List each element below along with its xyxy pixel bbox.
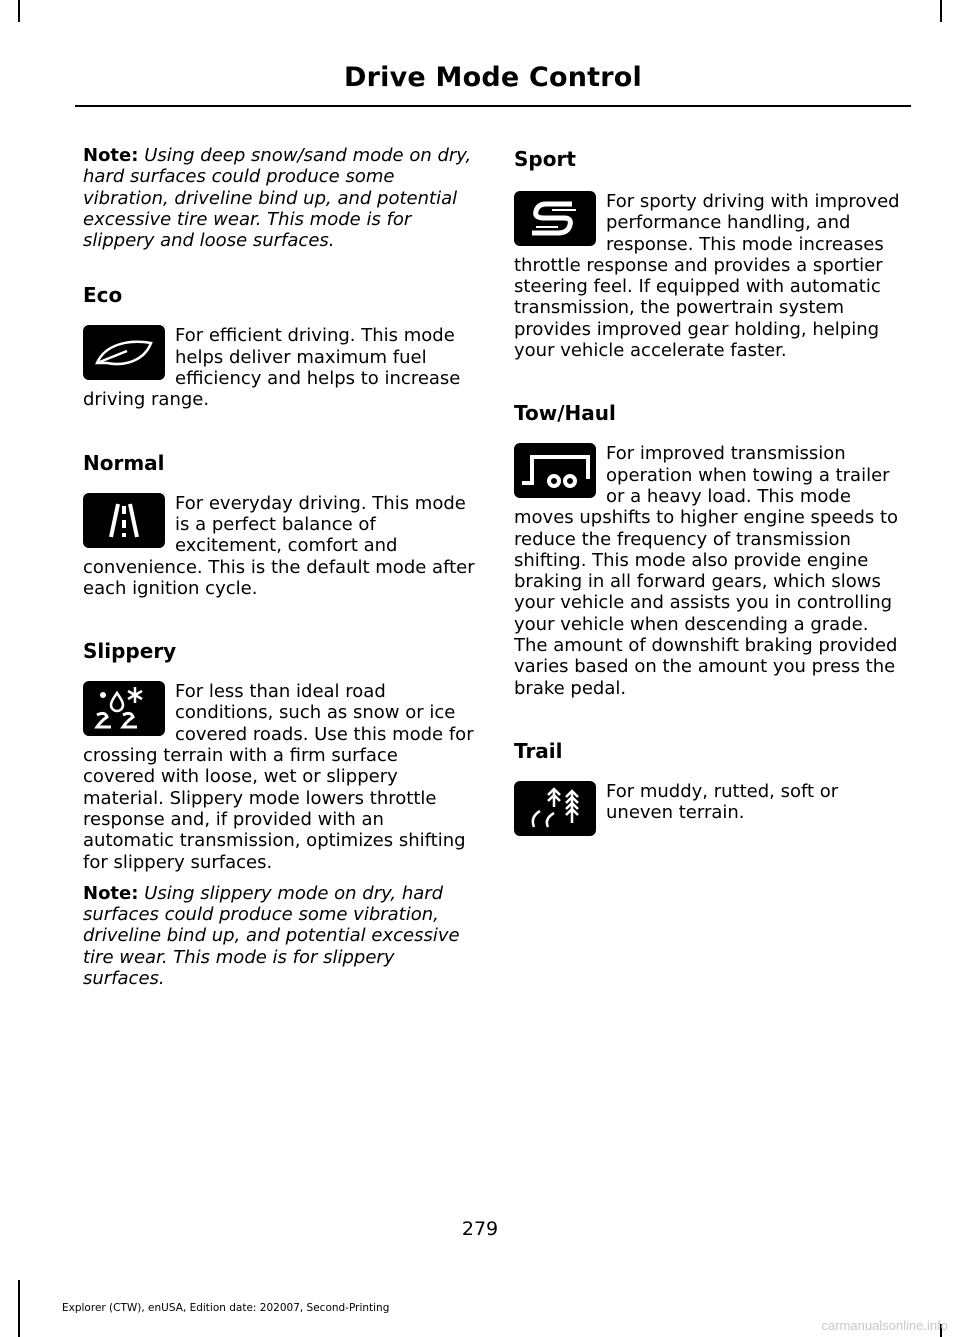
towhaul-section (514, 443, 906, 699)
normal-section (83, 493, 475, 599)
snowflake-drop-icon (83, 681, 165, 736)
sport-description: For sporty driving with improved performance handling, and response. This mode increases throttle response and provides a sportier steering feel. If equipped with automatic transmission, the powertrain system provides improved gear holding, helping your vehicle accelerate faster. (514, 191, 900, 362)
sport-section (514, 191, 906, 361)
note-label: Note: (83, 882, 139, 904)
normal-heading: Normal (83, 450, 165, 475)
trail-section (514, 781, 906, 824)
page-number: 279 (461, 1218, 499, 1240)
eco-description: For efficient driving. This mode helps deliver maximum fuel efficiency and helps to increase driving range. (83, 325, 461, 411)
road-lanes-icon (83, 493, 165, 548)
note-text: Using deep snow/sand mode on dry, hard surfaces could produce some vibration, driveline bind up, and potential excessive tire wear. This mode is for slippery and loose surfaces. (83, 145, 472, 252)
watermark: carmanualsonline.info (821, 1318, 948, 1333)
eco-heading: Eco (83, 283, 123, 308)
sport-heading: Sport (514, 147, 576, 171)
header-divider (75, 105, 911, 107)
slippery-heading: Slippery (83, 639, 177, 664)
crop-mark (18, 0, 20, 22)
eco-section (83, 325, 475, 410)
trailer-icon (514, 443, 596, 498)
leaf-icon (83, 325, 165, 380)
trail-description: For muddy, rutted, soft or uneven terrain. (606, 780, 839, 824)
left-column (83, 145, 475, 989)
towhaul-heading: Tow/Haul (514, 401, 616, 426)
note-label: Note: (83, 145, 139, 166)
towhaul-description: For improved transmission operation when towing a trailer or a heavy load. This mode moves upshifts to higher engine speeds to reduce the frequency of transmission shifting. This mode also provide engine braking in all forward gears, which slows your vehicle and assists you in controlling your vehicle when descending a grade. The amount of downshift braking provided varies based on the amount you press the brake pedal. (514, 443, 899, 699)
note-slippery (83, 883, 475, 989)
right-column (514, 145, 906, 840)
crop-mark (18, 1280, 20, 1337)
normal-description: For everyday driving. This mode is a perfect balance of excitement, comfort and convenience. This is the default mode after each ignition cycle. (83, 492, 475, 599)
trail-heading: Trail (514, 738, 563, 763)
slippery-section (83, 681, 475, 873)
slippery-description: For less than ideal road conditions, such as snow or ice covered roads. Use this mode for crossing terrain with a firm surface covered with loose, wet or slippery material. Slippery mode lowers throttle response and, if provided with an automatic transmission, optimizes shifting for slippery surfaces. (83, 681, 474, 873)
sport-s-icon (514, 191, 596, 246)
edition-footer: Explorer (CTW), enUSA, Edition date: 202007, Second-Printing (62, 1302, 390, 1314)
note-deep-snow (83, 145, 475, 251)
note-text: Using slippery mode on dry, hard surfaces could produce some vibration, driveline bind up, and potential excessive tire wear. This mode is for slippery surfaces. (83, 882, 460, 990)
page-title: Drive Mode Control (344, 62, 642, 93)
trees-icon (514, 781, 596, 836)
crop-mark (940, 0, 942, 22)
